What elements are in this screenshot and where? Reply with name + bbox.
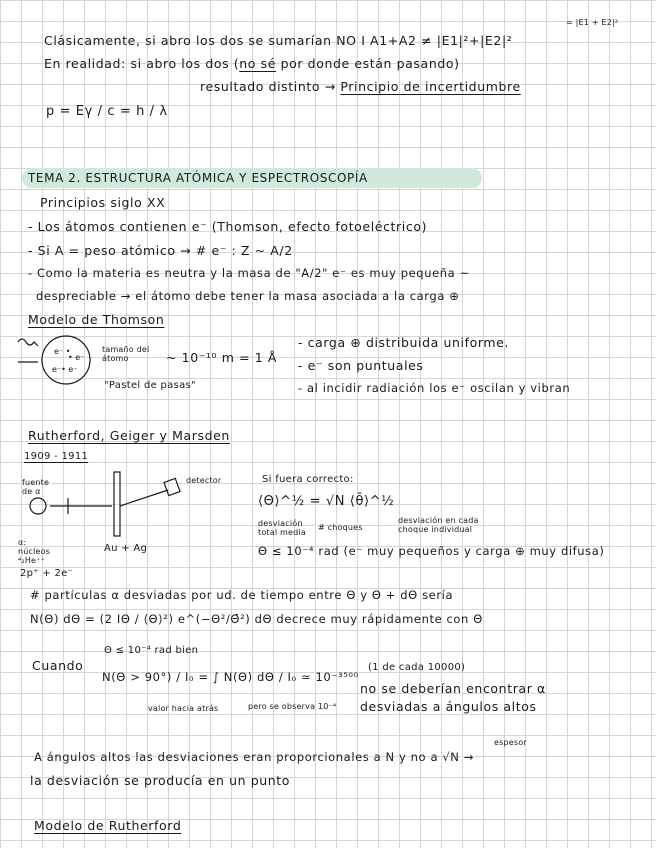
svg-text:e⁻• e⁻: e⁻• e⁻: [52, 365, 78, 374]
alpha-source-label: fuente de α: [22, 478, 50, 496]
reality-line: [44, 56, 460, 71]
thomson-atom-sketch: [14, 330, 104, 390]
uncertainty-principle: Principio de incertidumbre: [340, 79, 521, 94]
classical-line: Clásicamente, si abro los dos se sumarían NO I A1+A2 ≠ |E1|²+|E2|²: [44, 33, 513, 48]
bullet-1: - Los átomos contienen e⁻ (Thomson, efecto fotoeléctrico): [28, 219, 428, 234]
reality-line-a: En realidad: si abro los dos (: [44, 56, 240, 71]
plum-pudding: "Pastel de pasas": [104, 380, 196, 391]
atom-size-label: tamaño del átomo: [102, 345, 150, 363]
svg-text:• e⁻: • e⁻: [68, 353, 85, 362]
rutherford-title: Rutherford, Geiger y Marsden: [28, 428, 230, 443]
foil-material: Au + Ag: [104, 543, 148, 554]
collisions-note: # choques: [318, 523, 363, 532]
small-angle-line: Θ ≤ 10⁻⁴ rad (e⁻ muy pequeños y carga ⊕ muy difusa): [258, 544, 605, 558]
scattered-beam: [120, 490, 168, 506]
thomson-note-1: - carga ⊕ distribuida uniforme.: [298, 335, 510, 350]
one-in-ten-thousand: (1 de cada 10000): [368, 662, 466, 673]
alpha-composition: 2p⁺ + 2e⁻: [20, 568, 74, 579]
alpha-rate-line-1: # partículas α desviadas por ud. de tiempo entre Θ y Θ + dΘ sería: [30, 588, 454, 602]
bullet-3: - Como la materia es neutra y la masa de "A/2" e⁻ es muy pequeña ~: [28, 266, 470, 280]
principles-title: Principios siglo XX: [40, 195, 166, 210]
scattering-setup-sketch: [28, 470, 188, 540]
bullet-2: - Si A = peso atómico → # e⁻ : Z ~ A/2: [28, 243, 293, 258]
detector-box: [164, 478, 180, 495]
gold-foil: [114, 472, 120, 536]
sqrt-relation: ⟨Θ⟩^½ = √N ⟨θ̄⟩^½: [258, 494, 395, 509]
observed-note: pero se observa 10⁻⁴: [248, 702, 337, 711]
thomson-note-3: - al incidir radiación los e⁻ oscilan y vibran: [298, 381, 571, 395]
not-expected-1: no se deberían encontrar α: [360, 681, 546, 696]
backscatter-ratio: N(Θ > 90°) / I₀ = ∫ N(Θ) dΘ / I₀ ≃ 10⁻³⁵⁰⁰: [102, 670, 359, 684]
result-different: resultado distinto →: [200, 79, 336, 94]
cuando-condition: Θ ≤ 10⁻⁴ rad bien: [104, 645, 199, 656]
individual-deviation-note: desviación en cada choque individual: [398, 516, 479, 534]
experiment-years: 1909 - 1911: [24, 451, 89, 462]
high-angle-line-1: A ángulos altos las desviaciones eran proporcionales a N y no a √N →: [34, 750, 474, 764]
reality-line-c: por donde están pasando): [276, 56, 460, 71]
source-circle: [30, 498, 46, 514]
radiation-wave: [18, 339, 38, 346]
thickness-note: espesor: [494, 738, 527, 747]
momentum-formula: p = Eγ / c = h / λ: [46, 104, 168, 119]
cuando-label: Cuando: [32, 658, 84, 673]
thomson-note-2: - e⁻ son puntuales: [298, 358, 424, 373]
thomson-title: Modelo de Thomson: [28, 312, 165, 327]
alpha-rate-line-2: N(Θ) dΘ = (2 IΘ / ⟨Θ⟩²) e^(−Θ²/Θ̄²) dΘ decrece muy rápidamente con Θ: [30, 612, 483, 626]
result-line: [200, 79, 521, 94]
if-correct: Si fuera correcto:: [262, 474, 354, 485]
detector-label: detector: [186, 476, 222, 485]
no-se-text: no sé: [239, 56, 277, 71]
atom-size: ~ 10⁻¹⁰ m = 1 Å: [166, 350, 278, 365]
svg-text:e⁻ •: e⁻ •: [54, 347, 71, 356]
bullet-4: despreciable → el átomo debe tener la masa asociada a la carga ⊕: [36, 289, 460, 303]
e-sum-annotation: = |E1 + E2|²: [566, 18, 619, 27]
high-angle-line-2: la desviación se producía en un punto: [30, 773, 291, 788]
backscatter-note: valor hacia atrás: [148, 704, 219, 713]
rutherford-model-title: Modelo de Rutherford: [34, 818, 182, 833]
total-deviation-note: desviación total media: [258, 519, 306, 537]
topic-title: TEMA 2. ESTRUCTURA ATÓMICA Y ESPECTROSCOPÍA: [28, 171, 368, 185]
not-expected-2: desviadas a ángulos altos: [360, 699, 537, 714]
alpha-nuclei-label: α: núcleos ⁴₂He⁺⁺: [18, 538, 51, 565]
